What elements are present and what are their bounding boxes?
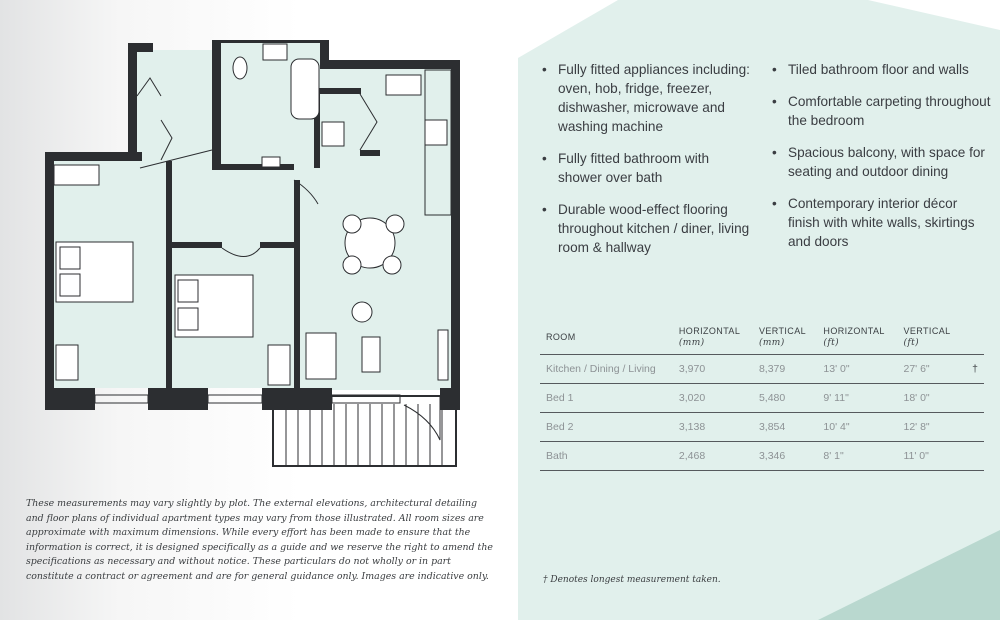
features-column-1 — [540, 60, 755, 270]
longest-measurement-mark — [962, 413, 984, 442]
bathtub — [291, 59, 319, 119]
longest-measurement-mark — [962, 442, 984, 471]
cell-vertical-mm: 3,854 — [753, 413, 817, 442]
cell-vertical-ft: 27' 6" — [897, 355, 962, 384]
cell-vertical-ft: 12' 8" — [897, 413, 962, 442]
feature-text: Fully fitted appliances including: oven, hob, fridge, freezer, dishwasher, microwave and washing machine — [558, 62, 750, 134]
feature-appliances — [540, 60, 755, 136]
header-room: ROOM — [540, 322, 673, 355]
cell-room: Bed 2 — [540, 413, 673, 442]
footnote: † Denotes longest measurement taken. — [543, 575, 721, 585]
cell-horizontal-ft: 8' 1" — [817, 442, 897, 471]
cell-room: Bath — [540, 442, 673, 471]
feature-text: Comfortable carpeting throughout the bedroom — [788, 94, 991, 128]
feature-flooring — [540, 200, 755, 257]
cell-vertical-mm: 8,379 — [753, 355, 817, 384]
features-column-2 — [770, 60, 992, 264]
cell-vertical-mm: 5,480 — [753, 384, 817, 413]
disclaimer-text: These measurements may vary slightly by plot. The external elevations, architectural detailing and floor plans of individual apartment types may vary from those illustrated. All room sizes are approximate with maximum dimensions. While every effort has been made to ensure that the information is correct, it is designed specifically as a guide and we reserve the right to amend the specifications as necessary and without notice. These particulars do not wholly or in part constitute a contract or agreement and are for general guidance only. Images are indicative only. — [26, 498, 493, 582]
cell-horizontal-ft: 9' 11" — [817, 384, 897, 413]
corridor-floor — [140, 170, 300, 245]
cupboard-unit — [322, 122, 344, 146]
table-row — [540, 355, 984, 384]
cell-horizontal-ft: 10' 4" — [817, 413, 897, 442]
header-vertical-mm: VERTICAL (mm) — [753, 322, 817, 355]
feature-balcony — [770, 143, 992, 181]
table-row — [540, 442, 984, 471]
longest-measurement-mark: † — [962, 355, 984, 384]
table-row — [540, 413, 984, 442]
cell-room: Bed 1 — [540, 384, 673, 413]
header-horizontal-mm: HORIZONTAL (mm) — [673, 322, 753, 355]
tv-unit — [438, 330, 448, 380]
cell-vertical-ft: 18' 0" — [897, 384, 962, 413]
kitchen-sink — [386, 75, 421, 95]
bullet-icon: • — [772, 145, 777, 160]
feature-text: Contemporary interior décor finish with white walls, skirtings and doors — [788, 196, 975, 249]
floor-plan — [40, 40, 470, 472]
feature-tiled-bathroom — [770, 60, 992, 79]
toilet — [233, 57, 247, 79]
table-header-row — [540, 322, 984, 355]
header-horizontal-ft: HORIZONTAL (ft) — [817, 322, 897, 355]
armchair — [352, 302, 372, 322]
cell-horizontal-mm: 3,138 — [673, 413, 753, 442]
cell-vertical-ft: 11' 0" — [897, 442, 962, 471]
cistern — [262, 157, 280, 167]
header-mark — [962, 322, 984, 355]
bullet-icon: • — [772, 196, 777, 211]
longest-measurement-mark — [962, 384, 984, 413]
cell-horizontal-mm: 2,468 — [673, 442, 753, 471]
bullet-icon: • — [772, 62, 777, 77]
wardrobe — [54, 165, 99, 185]
table-row — [540, 384, 984, 413]
feature-decor — [770, 194, 992, 251]
bullet-icon: • — [542, 151, 547, 166]
bullet-icon: • — [772, 94, 777, 109]
feature-text: Durable wood-effect flooring throughout kitchen / diner, living room & hallway — [558, 202, 750, 255]
basin — [263, 44, 287, 60]
feature-text: Tiled bathroom floor and walls — [788, 62, 969, 77]
hall-floor — [135, 50, 217, 175]
sofa — [306, 333, 336, 379]
cell-vertical-mm: 3,346 — [753, 442, 817, 471]
coffee-table — [362, 337, 380, 372]
room-dimensions-table — [540, 322, 984, 471]
header-vertical-ft: VERTICAL (ft) — [897, 322, 962, 355]
feature-text: Spacious balcony, with space for seating and outdoor dining — [788, 145, 985, 179]
cell-horizontal-mm: 3,020 — [673, 384, 753, 413]
cell-horizontal-ft: 13' 0" — [817, 355, 897, 384]
cell-horizontal-mm: 3,970 — [673, 355, 753, 384]
feature-bathroom — [540, 149, 755, 187]
feature-text: Fully fitted bathroom with shower over bath — [558, 151, 710, 185]
bullet-icon: • — [542, 62, 547, 77]
hob — [425, 120, 447, 145]
bullet-icon: • — [542, 202, 547, 217]
feature-carpeting — [770, 92, 992, 130]
cell-room: Kitchen / Dining / Living — [540, 355, 673, 384]
